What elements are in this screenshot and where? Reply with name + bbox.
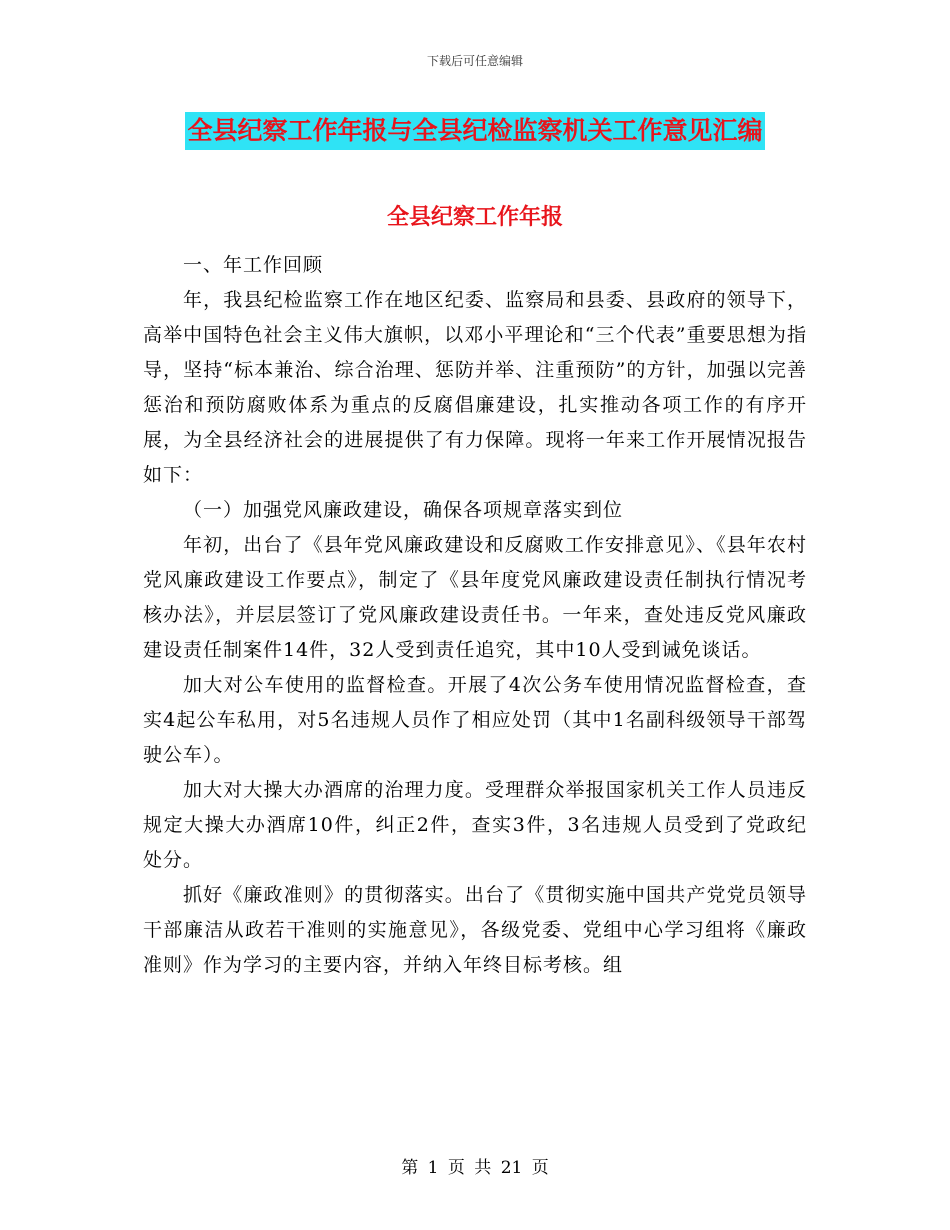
body-paragraph: 抓好《廉政准则》的贯彻落实。出台了《贯彻实施中国共产党党员领导干部廉洁从政若干准则的实施意见》，各级党委、党组中心学习组将《廉政准则》作为学习的主要内容，并纳入年终目标考核。组 [143,884,807,976]
sub-title: 全县纪察工作年报 [386,205,563,230]
main-title-wrap [0,112,950,150]
body-paragraph: 加大对大操大办酒席的治理力度。受理群众举报国家机关工作人员违反规定大操大办酒席10件，纠正2件，查实3件，3名违规人员受到了党政纪处分。 [143,779,807,871]
subsection-heading: （一）加强党风廉政建设，确保各项规章落实到位 [183,499,624,521]
body-paragraph: 年初，出台了《县年党风廉政建设和反腐败工作安排意见》、《县年农村党风廉政建设工作要点》，制定了《县年度党风廉政建设责任制执行情况考核办法》，并层层签订了党风廉政建设责任书。一年来，查处违反党风廉政建设责任制案件14件，32人受到责任追究，其中10人受到诫免谈话。 [143,534,807,661]
section-heading: 一、年工作回顾 [183,254,324,276]
body-paragraph: 年，我县纪检监察工作在地区纪委、监察局和县委、县政府的领导下，高举中国特色社会主义伟大旗帜，以邓小平理论和“三个代表”重要思想为指导，坚持“标本兼治、综合治理、惩防并举、注重预防”的方针，加强以完善惩治和预防腐败体系为重点的反腐倡廉建设，扎实推动各项工作的有序开展，为全县经济社会的进展提供了有力保障。现将一年来工作开展情况报告如下： [143,289,807,486]
main-title: 全县纪察工作年报与全县纪检监察机关工作意见汇编 [185,112,764,150]
document-body [143,248,807,983]
page-footer: 第 1 页 共 21 页 [401,1158,549,1178]
body-paragraph: 加大对公车使用的监督检查。开展了4次公务车使用情况监督检查，查实4起公车私用，对5名违规人员作了相应处罚（其中1名副科级领导干部驾驶公车）。 [143,674,807,766]
page-header-note: 下载后可任意编辑 [426,54,523,68]
